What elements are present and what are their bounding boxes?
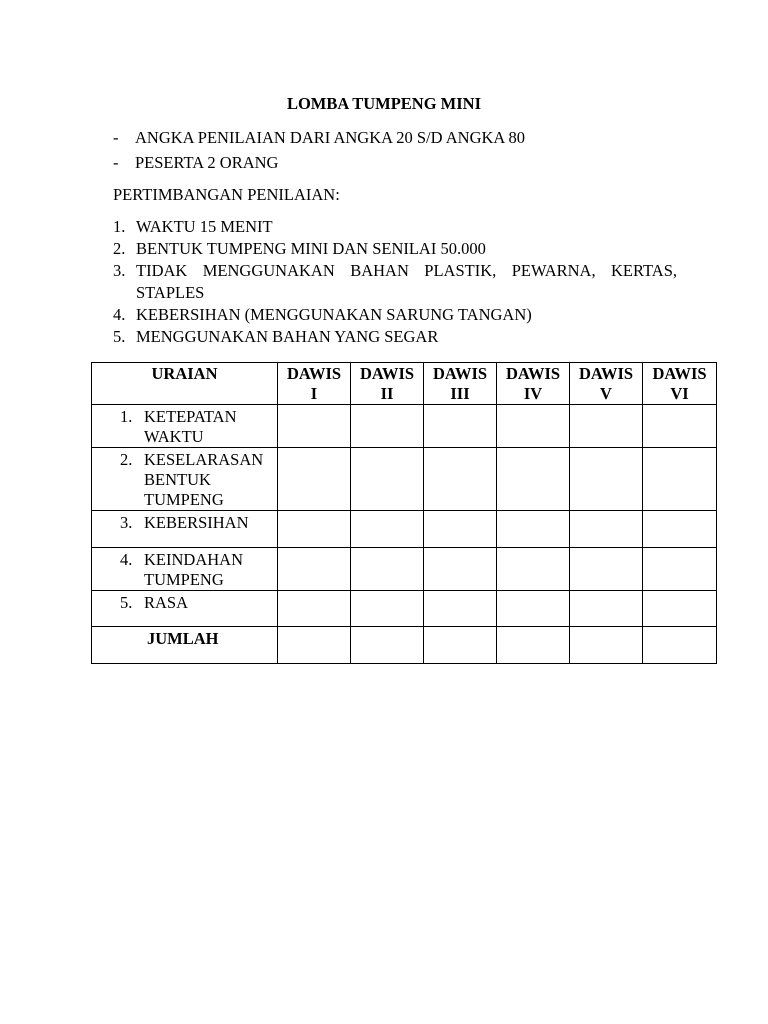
- score-cell[interactable]: [497, 448, 570, 511]
- row-label: KETEPATAN WAKTU: [144, 407, 237, 446]
- header-judge-numeral: I: [310, 384, 318, 403]
- criteria-item: [113, 326, 677, 348]
- score-cell[interactable]: [497, 511, 570, 548]
- criteria-number: 3.: [113, 261, 126, 280]
- criteria-text: [136, 260, 677, 304]
- table-row: [92, 591, 717, 627]
- score-cell[interactable]: [643, 448, 717, 511]
- score-cell[interactable]: [570, 591, 643, 627]
- header-judge-label: DAWIS: [578, 364, 634, 383]
- table-total-row: [92, 627, 717, 664]
- total-cell[interactable]: [351, 627, 424, 664]
- criteria-text: WAKTU 15 MENIT: [136, 217, 273, 236]
- score-cell[interactable]: [643, 405, 717, 448]
- score-cell[interactable]: [278, 448, 351, 511]
- score-cell[interactable]: [424, 405, 497, 448]
- criteria-text: BENTUK TUMPENG MINI DAN SENILAI 50.000: [136, 239, 486, 258]
- score-cell[interactable]: [278, 548, 351, 591]
- rules-list: [113, 127, 525, 177]
- criteria-text: KEBERSIHAN (MENGGUNAKAN SARUNG TANGAN): [136, 305, 532, 324]
- header-judge-numeral: VI: [670, 384, 689, 403]
- row-number: 4.: [120, 550, 133, 569]
- row-label-cell: [92, 591, 278, 627]
- score-cell[interactable]: [278, 405, 351, 448]
- score-cell[interactable]: [351, 511, 424, 548]
- criteria-number: 4.: [113, 305, 126, 324]
- criteria-number: 5.: [113, 327, 126, 346]
- criteria-item: [113, 238, 677, 260]
- total-cell[interactable]: [570, 627, 643, 664]
- row-number: 3.: [120, 513, 133, 532]
- row-number: 1.: [120, 407, 133, 426]
- row-number: 5.: [120, 593, 133, 612]
- table-row: [92, 511, 717, 548]
- row-label: KEINDAHAN TUMPENG: [144, 550, 243, 589]
- header-judge-label: DAWIS: [505, 364, 561, 383]
- score-cell[interactable]: [570, 448, 643, 511]
- criteria-text-line: TIDAK MENGGUNAKAN BAHAN PLASTIK, PEWARNA, KERTAS,: [136, 261, 677, 280]
- criteria-heading: PERTIMBANGAN PENILAIAN:: [113, 185, 340, 204]
- header-judge-numeral: III: [450, 384, 470, 403]
- dash-marker: -: [113, 128, 119, 147]
- rule-item: [113, 152, 525, 177]
- header-judge-numeral: II: [380, 384, 394, 403]
- score-cell[interactable]: [570, 405, 643, 448]
- row-label: KESELARASAN BENTUK TUMPENG: [144, 450, 264, 509]
- criteria-text: MENGGUNAKAN BAHAN YANG SEGAR: [136, 327, 439, 346]
- rule-text: ANGKA PENILAIAN DARI ANGKA 20 S/D ANGKA 80: [135, 128, 526, 147]
- criteria-list: [113, 216, 677, 348]
- score-cell[interactable]: [643, 591, 717, 627]
- criteria-number: 1.: [113, 217, 126, 236]
- document-title: LOMBA TUMPENG MINI: [286, 94, 482, 113]
- rule-text: PESERTA 2 ORANG: [135, 153, 279, 172]
- row-label: KEBERSIHAN: [144, 513, 249, 532]
- dash-marker: -: [113, 153, 119, 172]
- total-cell[interactable]: [643, 627, 717, 664]
- rule-item: [113, 127, 525, 152]
- score-cell[interactable]: [424, 448, 497, 511]
- score-table: [91, 362, 717, 664]
- header-judge-label: DAWIS: [432, 364, 488, 383]
- header-judge-label: DAWIS: [359, 364, 415, 383]
- header-judge-numeral: V: [600, 384, 612, 403]
- criteria-item: [113, 304, 677, 326]
- row-label-cell: [92, 511, 278, 548]
- score-cell[interactable]: [643, 511, 717, 548]
- score-cell[interactable]: [278, 591, 351, 627]
- score-cell[interactable]: [643, 548, 717, 591]
- score-cell[interactable]: [351, 591, 424, 627]
- total-label: JUMLAH: [147, 629, 219, 648]
- row-label-cell: [92, 548, 278, 591]
- score-cell[interactable]: [278, 511, 351, 548]
- total-cell[interactable]: [497, 627, 570, 664]
- score-cell[interactable]: [497, 591, 570, 627]
- total-label-cell: [92, 627, 278, 664]
- header-judge: [278, 363, 351, 405]
- header-judge: [351, 363, 424, 405]
- row-number: 2.: [120, 450, 133, 469]
- table-row: [92, 548, 717, 591]
- table-header-row: [92, 363, 717, 405]
- score-cell[interactable]: [497, 405, 570, 448]
- table-row: [92, 448, 717, 511]
- total-cell[interactable]: [424, 627, 497, 664]
- criteria-item: [113, 216, 677, 238]
- score-cell[interactable]: [424, 511, 497, 548]
- header-judge-label: DAWIS: [652, 364, 707, 383]
- score-cell[interactable]: [570, 548, 643, 591]
- header-judge: [643, 363, 717, 405]
- row-label-cell: [92, 448, 278, 511]
- header-judge: [570, 363, 643, 405]
- table-row: [92, 405, 717, 448]
- score-cell[interactable]: [351, 548, 424, 591]
- criteria-text-line: STAPLES: [136, 283, 205, 302]
- total-cell[interactable]: [278, 627, 351, 664]
- score-cell[interactable]: [497, 548, 570, 591]
- header-uraian: URAIAN: [92, 363, 278, 405]
- header-judge: [497, 363, 570, 405]
- criteria-number: 2.: [113, 239, 126, 258]
- score-cell[interactable]: [424, 591, 497, 627]
- criteria-item: [113, 260, 677, 304]
- score-cell[interactable]: [570, 511, 643, 548]
- header-judge: [424, 363, 497, 405]
- row-label: RASA: [144, 593, 189, 612]
- score-cell[interactable]: [351, 405, 424, 448]
- score-cell[interactable]: [351, 448, 424, 511]
- header-judge-numeral: IV: [523, 384, 543, 403]
- score-cell[interactable]: [424, 548, 497, 591]
- header-judge-label: DAWIS: [286, 364, 342, 383]
- row-label-cell: [92, 405, 278, 448]
